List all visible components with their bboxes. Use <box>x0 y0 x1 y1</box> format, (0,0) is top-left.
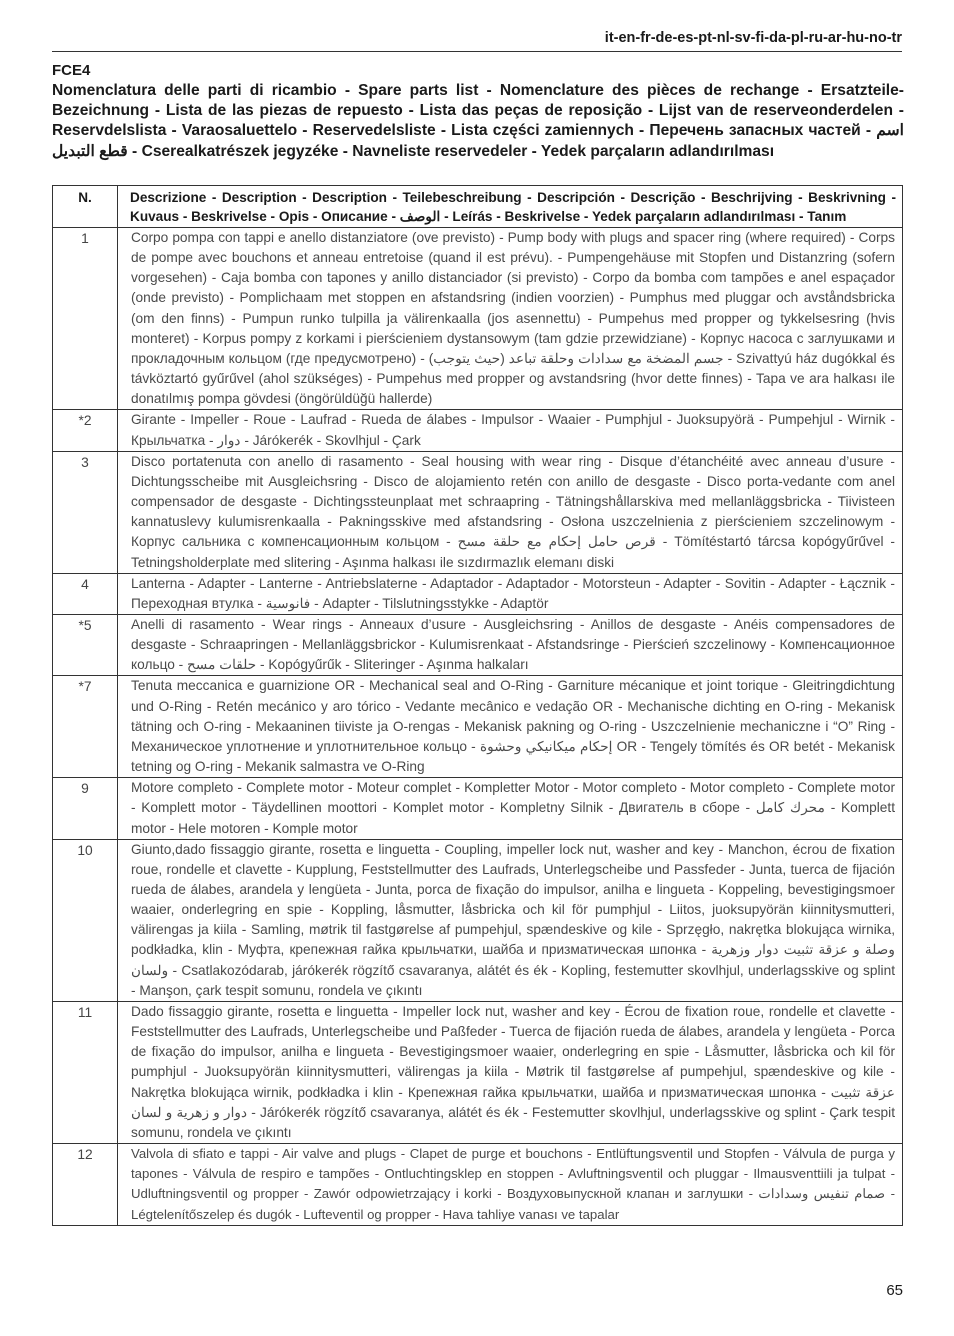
table-row <box>53 839 903 1001</box>
part-number: 3 <box>53 451 118 573</box>
page-number: 65 <box>886 1282 903 1299</box>
header-divider <box>52 51 902 52</box>
part-number: 4 <box>53 573 118 614</box>
table-row <box>53 676 903 778</box>
part-number: 11 <box>53 1001 118 1143</box>
part-number: *5 <box>53 614 118 675</box>
part-description: Giunto,dado fissaggio girante, rosetta e linguetta - Coupling, impeller lock nut, washer and key - Manchon, écrou de fixation roue, rondelle et clavette - Kupplung, Feststellmutter des Laufrads, Unterlegscheibe und Passfeder - Junta, tuerca de fijación rueda de álabes, arandela y lengüeta - Junta, porca de fixação do impulsor, anilha e lingueta - Koppeling, bevestigingsmoer waaier, onderlegring en spie - Koppling, låsmutter, låsbricka och kil för pumphjul - Liitos, juoksupyörän kiinnitysmutteri, välirengas ja kiila - Samling, møtrik til fastgørelse af pumpehjul, spændeskive og kile - Sprzęgło, nakrętka blokująca wirnika, podkładka, klin - Муфта, крепежная гайка крыльчатки, шайба и призматическая шпонка - وصلة و عزقة تثبيت دوار وزهرية ولسان - Csatlakozódarab, járókerék rögzítő csavaranya, alátét és ék - Kopling, festemutter skovlhjul, underlagsskive og splint - Manşon, çark tespit somunu, rondela ve çıkıntı <box>118 839 903 1001</box>
part-number: 12 <box>53 1144 118 1226</box>
part-description: Dado fissaggio girante, rosetta e linguetta - Impeller lock nut, washer and key - Écrou de fixation roue, rondelle et clavette - Feststellmutter des Laufrads, Unterlegscheibe und Paßfeder - Tuerca de fijación rueda de álabes, arandela y lengüeta - Porca de fixação do impulsor, anilha e lingueta - Bevestigingsmoer waaier, onderlegring en spie - Låsmutter, låsbricka och kil för pumphjul - Juoksupyörän kiinnitysmutteri, välirengas ja kiila - Møtrik til fastgørelse af pumpehjul, spændeskive og kile - Nakrętka blokująca wirnik, podkładka i klin - Крепежная гайка крыльчатки, шайба и призматическая шпонка - عزقة تثبيت دوار و زهرية و لسان - Járókerék rögzítő csavaranya, alátét és ék - Festemutter skovlhjul, underlagsskive og splint - Çark tespit somunu, rondela ve çıkıntı <box>118 1001 903 1143</box>
document-title: Nomenclatura delle parti di ricambio - Spare parts list - Nomenclature des pièces de rechange - Ersatzteile-Bezeichnung - Lista de las piezas de repuesto - Lista das peças de reposição - Lijst van de reserveonderdelen - Reservdelslista - Varaosaluettelo - Reservedelsliste - Lista części zamiennych - Перечень запасных частей - اسم قطع التبديل - Cserealkatrészek jegyzéke - Navneliste reservedeler - Yedek parçaların adlandırılması <box>52 82 904 160</box>
column-header-number: N. <box>53 186 118 228</box>
table-row <box>53 1144 903 1226</box>
spare-parts-table <box>52 185 903 1226</box>
part-description: Anelli di rasamento - Wear rings - Anneaux d’usure - Ausgleichsring - Anillos de desgaste - Anéis compensadores de desgaste - Schraapringen - Mellanläggsbrickor - Kulumisrenkaat - Afstandsringe - Pierścień szczelinowy - Компенсационное кольцо - حلقات مسح - Kopógyűrűk - Sliteringer - Aşınma halkaları <box>118 614 903 675</box>
column-header-description: Descrizione - Description - Description - Teilebeschreibung - Descripción - Descrição - Beschrijving - Beskrivning - Kuvaus - Beskrivelse - Opis - Описание - الوصف - Leírás - Beskrivelse - Yedek parçaların adlandırılması - Tanım <box>118 186 903 228</box>
language-codes: it-en-fr-de-es-pt-nl-sv-fi-da-pl-ru-ar-hu-no-tr <box>604 30 902 46</box>
part-description: Corpo pompa con tappi e anello distanziatore (ove previsto) - Pump body with plugs and spacer ring (where required) - Corps de pompe avec bouchons et anneau entretoise (quand il est prévu). - Pumpengehäuse mit Stopfen und Distanzring (sofern vorgesehen) - Caja bomba con tapones y anillo distanciador (si previsto) - Corpo da bomba com tampões e anel espaçador (onde previsto) - Pomplichaam met stoppen en afstandsring (indien voorzien) - Pumphus med pluggar och avståndsbricka (om den finns) - Pumpun runko tulpilla ja välirenkaalla (jos asennettu) - Pumpehus med propper og tykkelsesring (hvis monteret) - Korpus pompy z korkami i pierścieniem dystansowym (tam gdzie przewidziane) - Корпус насоса с заглушками и прокладочным кольцом (где предусмотрено) - جسم المضخة مع سدادات وحلقة تباعد (حيث يتوجب) - Szivattyú ház dugókkal és távköztartó gyűrűvel (ahol szükséges) - Pumpehus med propper og avstandsring (hvor dette finnes) - Tapa ve ara halkası ile donatılmış pompa gövdesi (öngörüldüğü hallerde) <box>118 228 903 410</box>
part-description: Tenuta meccanica e guarnizione OR - Mechanical seal and O-Ring - Garniture mécanique et joint torique - Gleitringdichtung und O-Ring - Retén mecánico y aro tórico - Vedante mecânico e vedação OR - Mechanische dichting en O-ring - Mekanisk tätning och O-ring - Mekaaninen tiiviste ja O-rengas - Mekanisk pakning og O-ring - Uszczelnienie mechaniczne i “O” Ring - Механическое уплотнение и уплотнительное кольцо - إحكام ميكانيكي وحشوة OR - Tengely tömítés és OR betét - Mekanisk tetning og O-ring - Mekanik salmastra ve O-Ring <box>118 676 903 778</box>
part-number: 9 <box>53 778 118 839</box>
table-row <box>53 228 903 410</box>
part-number: 10 <box>53 839 118 1001</box>
table-row <box>53 410 903 451</box>
model-name: FCE4 <box>52 62 91 79</box>
table-header-row <box>53 186 903 228</box>
table-row <box>53 778 903 839</box>
table-row <box>53 451 903 573</box>
part-number: 1 <box>53 228 118 410</box>
part-description: Girante - Impeller - Roue - Laufrad - Rueda de álabes - Impulsor - Waaier - Pumphjul - Juoksupyörä - Pumpehjul - Wirnik - Крыльчатка - دوار - Járókerék - Skovlhjul - Çark <box>118 410 903 451</box>
table-row <box>53 1001 903 1143</box>
part-description: Motore completo - Complete motor - Moteur complet - Kompletter Motor - Motor completo - Motor completo - Complete motor - Komplett motor - Täydellinen moottori - Komplet motor - Kompletny Silnik - Двигатель в сборе - محرك كامل - Komplett motor - Hele motoren - Komple motor <box>118 778 903 839</box>
table-row <box>53 573 903 614</box>
part-description: Lanterna - Adapter - Lanterne - Antriebslaterne - Adaptador - Adaptador - Motorsteun - Adapter - Sovitin - Adapter - Łącznik - Переходная втулка - فانوسية - Adapter - Tilslutningsstykke - Adaptör <box>118 573 903 614</box>
table-row <box>53 614 903 675</box>
part-description: Valvola di sfiato e tappi - Air valve and plugs - Clapet de purge et bouchons - Entlüftungsventil und Stopfen - Válvula de purga y tapones - Válvula de respiro e tampões - Ontluchtingsklep en stoppen - Avluftningsventil och pluggar - Ilmausventtiili ja tulpat - Udluftningsventil og propper - Zawór odpowietrzający i korki - Воздуховыпускной клапан и заглушки - صمام تنفيس وسدادات - Légtelenítőszelep és dugók - Lufteventil og propper - Hava tahliye vanası ve tapalar <box>118 1144 903 1226</box>
part-description: Disco portatenuta con anello di rasamento - Seal housing with wear ring - Disque d’étanchéité avec anneau d’usure - Dichtungsscheibe mit Ausgleichsring - Disco de alojamiento retén con anillo de desgaste - Disco porta-vedante com anel compensador de desgaste - Dichtingssteunplaat met schraapring - Tätningshållarskiva med mellanläggsbricka - Tiivisteen kannatuslevy kulumisrenkaalla - Pakningsskive med afstandsring - Osłona uszczelnienia z pierścieniem szczelinowym - Корпус сальника с компенсационным кольцом - قرص حامل إحكام مع حلقة مسح - Tömítéstartó tárcsa kopógyűrűvel - Tetningsholderplate med slitering - Aşınma halkası ile sızdırmazlık elemanı diski <box>118 451 903 573</box>
part-number: *7 <box>53 676 118 778</box>
part-number: *2 <box>53 410 118 451</box>
